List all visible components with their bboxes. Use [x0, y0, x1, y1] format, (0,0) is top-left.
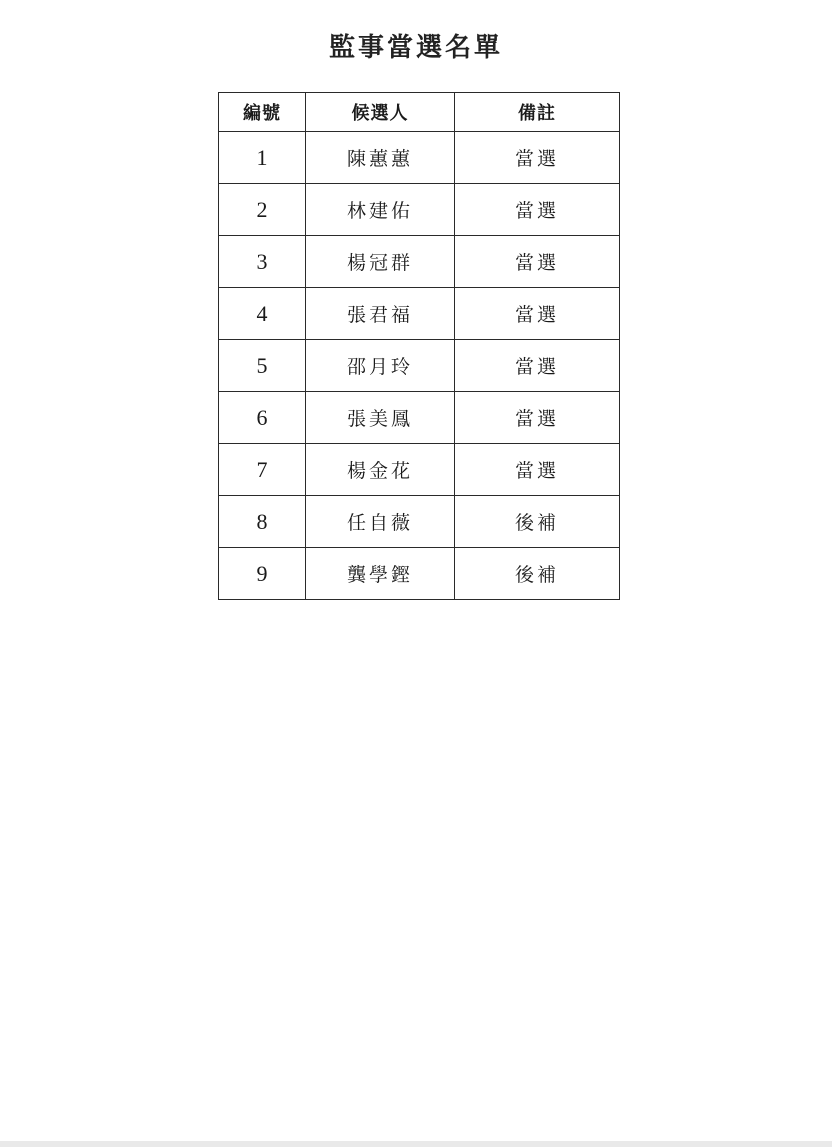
row-remark: 當選 [455, 184, 620, 236]
row-candidate: 楊金花 [306, 444, 455, 496]
row-number: 7 [219, 444, 306, 496]
table-row [219, 496, 620, 548]
table-row [219, 444, 620, 496]
row-candidate: 張君福 [306, 288, 455, 340]
row-number: 9 [219, 548, 306, 600]
row-remark: 當選 [455, 132, 620, 184]
row-candidate: 任自薇 [306, 496, 455, 548]
row-remark: 當選 [455, 444, 620, 496]
row-remark: 後補 [455, 496, 620, 548]
table-row [219, 236, 620, 288]
row-number: 4 [219, 288, 306, 340]
row-number: 1 [219, 132, 306, 184]
header-remark: 備註 [455, 93, 620, 132]
row-candidate: 張美鳳 [306, 392, 455, 444]
row-candidate: 龔學鏗 [306, 548, 455, 600]
row-remark: 後補 [455, 548, 620, 600]
table-row [219, 184, 620, 236]
row-remark: 當選 [455, 392, 620, 444]
table-row [219, 288, 620, 340]
table-row [219, 132, 620, 184]
table-header-row [219, 93, 620, 132]
row-remark: 當選 [455, 340, 620, 392]
page-title: 監事當選名單 [328, 33, 503, 63]
table-row [219, 548, 620, 600]
row-candidate: 林建佑 [306, 184, 455, 236]
row-number: 8 [219, 496, 306, 548]
row-number: 2 [219, 184, 306, 236]
table-row [219, 392, 620, 444]
header-candidate: 候選人 [306, 93, 455, 132]
row-number: 3 [219, 236, 306, 288]
row-candidate: 邵月玲 [306, 340, 455, 392]
row-remark: 當選 [455, 236, 620, 288]
row-remark: 當選 [455, 288, 620, 340]
row-number: 5 [219, 340, 306, 392]
results-table [218, 92, 620, 600]
row-candidate: 陳蕙蕙 [306, 132, 455, 184]
row-candidate: 楊冠群 [306, 236, 455, 288]
table-row [219, 340, 620, 392]
header-number: 編號 [219, 93, 306, 132]
page-bottom-edge [0, 1141, 832, 1147]
row-number: 6 [219, 392, 306, 444]
